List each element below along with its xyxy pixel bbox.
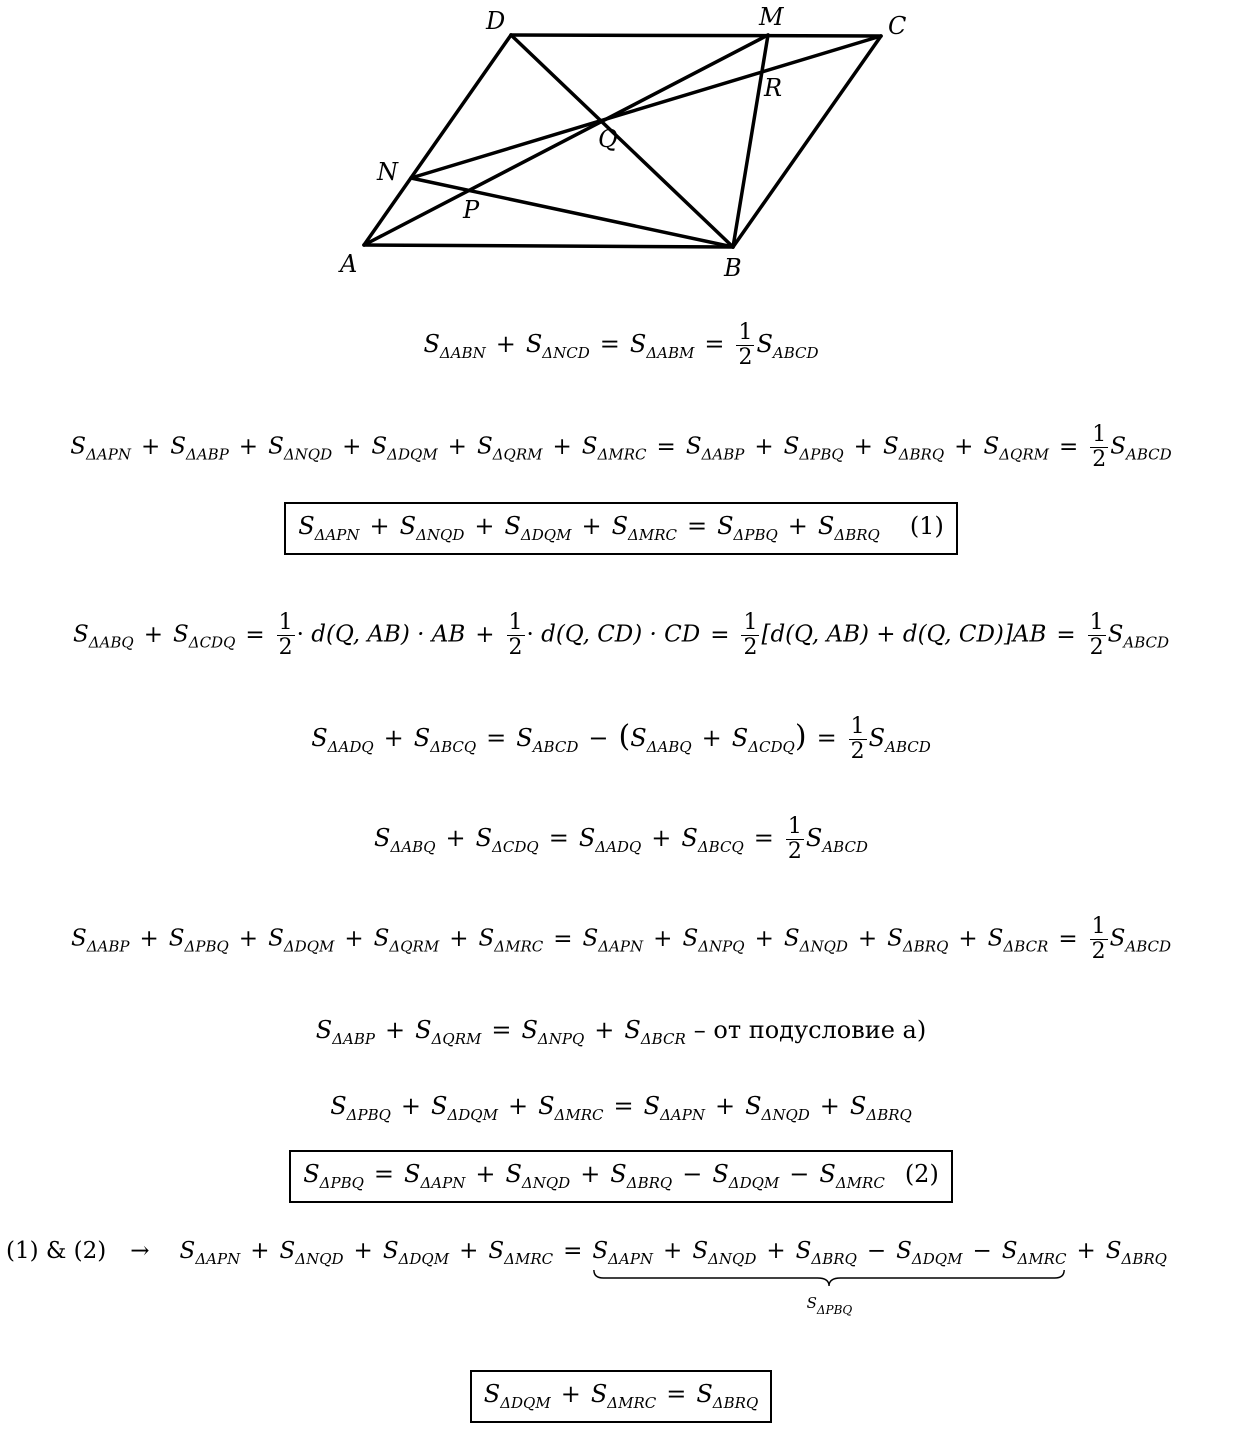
label-d: D xyxy=(486,7,506,35)
label-a: A xyxy=(340,250,358,278)
box-2: $S_{\Delta PBQ} = S_{\Delta APN} + S_{\Delta NQD} + S_{\Delta BRQ} - S_{\Delta DQM} - S_{\Delta MRC}$ (2) xyxy=(289,1150,953,1203)
label-r: R xyxy=(764,74,783,102)
box-3: $S_{\Delta DQM} + S_{\Delta MRC} = S_{\Delta BRQ}$ xyxy=(470,1370,773,1423)
equation-4: $S_{\Delta ABQ} + S_{\Delta CDQ}$ = $\frac{1}{2}$ · d(Q, AB) · AB + $\frac{1}{2}$ · d(Q, CD) · CD = $\frac{1}{2}$ [d(Q, AB) + d(Q, CD)]AB = $\frac{1}{2}$ $S_{ABCD}$ xyxy=(72,610,1170,660)
equation-5: $S_{\Delta ADQ} + S_{\Delta BCQ} = S_{ABCD} - (S_{\Delta ABQ} + S_{\Delta CDQ})$ = $\frac{1}{2}$ $S_{ABCD}$ xyxy=(311,714,931,764)
equation-9: $S_{\Delta PBQ} + S_{\Delta DQM} + S_{\Delta MRC} = S_{\Delta APN} + S_{\Delta NQD} + S_{\Delta BRQ}$ xyxy=(330,1092,912,1124)
edge-ab xyxy=(364,245,733,247)
edge-cd xyxy=(511,35,881,36)
equation-7: $S_{\Delta ABP} + S_{\Delta PBQ} + S_{\Delta DQM} + S_{\Delta QRM} + S_{\Delta MRC} = S_{\Delta APN} + S_{\Delta NPQ} + S_{\Delta NQD} + S_{\Delta BRQ} + S_{\Delta BCR}$ = $\frac{1}{2}$ $S_{ABCD}$ xyxy=(70,914,1172,964)
underbrace xyxy=(592,1268,1066,1288)
equation-2: $S_{\Delta APN} + S_{\Delta ABP} + S_{\Delta NQD} + S_{\Delta DQM} + S_{\Delta QRM} + S_{\Delta MRC} = S_{\Delta ABP} + S_{\Delta PBQ} + S_{\Delta BRQ} + S_{\Delta QRM}$ = $\frac{1}{2}$ $S_{ABCD}$ xyxy=(70,422,1172,472)
segment-db xyxy=(511,35,733,247)
label-n: N xyxy=(377,158,398,186)
equation-6: $S_{\Delta ABQ} + S_{\Delta CDQ} = S_{\Delta ADQ} + S_{\Delta BCQ}$ = $\frac{1}{2}$ $S_{ABCD}$ xyxy=(374,814,868,864)
label-c: C xyxy=(888,12,907,40)
equation-12-boxed xyxy=(0,1370,1242,1423)
equation-3-boxed xyxy=(0,502,1242,555)
equation-11: (1) & $(2) \to S_{\Delta APN} + S_{\Delta NQD} + S_{\Delta DQM} + S_{\Delta MRC} = S_{\Delta APN} + S_{\Delta NQD} + S_{\Delta BRQ} - S_{\Delta DQM} - S_{\Delta MRC}$ $S_{\Delta PBQ}$ + $S_{\Delta BRQ}$ xyxy=(6,1238,1167,1317)
underbrace-group: $S_{\Delta APN} + S_{\Delta NQD} + S_{\Delta BRQ} - S_{\Delta DQM} - S_{\Delta MRC}$ $S_{\Delta PBQ}$ xyxy=(592,1238,1067,1317)
label-q: Q xyxy=(598,125,618,153)
label-p: P xyxy=(463,196,480,224)
equation-8: $S_{\Delta ABP} + S_{\Delta QRM} = S_{\Delta NPQ} + S_{\Delta BCR}$ – от подусловие а) xyxy=(315,1016,927,1048)
segment-nc xyxy=(411,36,881,178)
segment-am xyxy=(364,35,768,245)
segment-nb xyxy=(411,178,733,247)
equation-1: $S_{\Delta ABN} + S_{\Delta NCD} = S_{\Delta ABM}$ = $\frac{1}{2}$ $S_{ABCD}$ xyxy=(423,320,819,370)
label-m: M xyxy=(759,3,784,31)
label-b: B xyxy=(724,254,742,282)
segment-bm xyxy=(733,35,768,247)
edge-da xyxy=(364,35,511,245)
equation-10-boxed xyxy=(0,1150,1242,1203)
parallelogram-figure xyxy=(0,0,1242,290)
edge-bc xyxy=(733,36,881,247)
box-1: $S_{\Delta APN} + S_{\Delta NQD} + S_{\Delta DQM} + S_{\Delta MRC} = S_{\Delta PBQ} + S_{\Delta BRQ}$ (1) xyxy=(284,502,958,555)
